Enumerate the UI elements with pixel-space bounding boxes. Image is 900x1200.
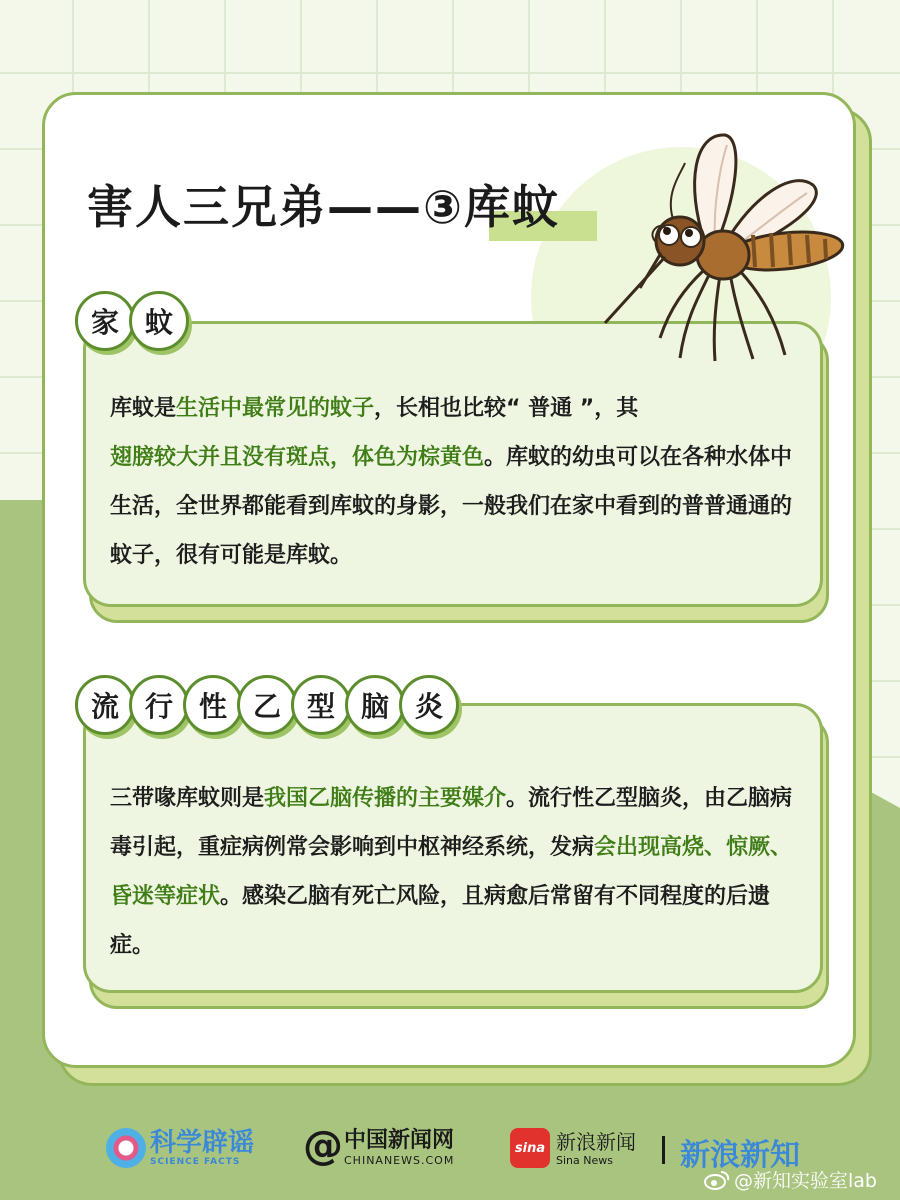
weibo-icon [704, 1169, 730, 1191]
heading-char: 蚊 [129, 291, 189, 351]
heading-char: 流 [75, 675, 135, 735]
mosquito-illustration [585, 123, 856, 363]
chinanews-logo-sub: CHINANEWS.COM [344, 1153, 455, 1167]
section2-text-1: 我国乙脑传播的主要媒介 [264, 786, 507, 811]
sina-eye-icon: sina [510, 1128, 550, 1168]
section2-text-0: 三带喙库蚊则是 [110, 786, 265, 811]
section1-box [83, 321, 823, 607]
heading-char: 炎 [399, 675, 459, 735]
weibo-watermark [704, 1166, 877, 1193]
section1-text-2: ，长相也比较“ 普通 ”，其 [374, 396, 639, 421]
kexue-logo-sub: SCIENCE FACTS [150, 1157, 241, 1167]
sina-logo-text: 新浪新闻 [556, 1129, 636, 1154]
heading-char: 家 [75, 291, 135, 351]
heading-char: 脑 [345, 675, 405, 735]
page-title: 害人三兄弟——③库蚊 [87, 180, 560, 234]
logo-separator [662, 1136, 665, 1164]
kexue-piyao-logo [106, 1128, 254, 1168]
heading-char: 行 [129, 675, 189, 735]
section1-text-1: 生活中最常见的蚊子 [176, 396, 375, 421]
heading-char: 性 [183, 675, 243, 735]
section2-box [83, 703, 823, 993]
kexue-logo-text: 科学辟谣 [150, 1128, 255, 1158]
chinanews-logo-text: 中国新闻网 [344, 1127, 455, 1153]
section1-heading [75, 291, 183, 351]
at-sign-icon: @ [303, 1123, 343, 1169]
section2-text-4: 。感染乙脑有死亡风险，且病愈后常留有不同程度的后遗症。 [110, 884, 771, 958]
section1-text-4: 。库蚊的幼虫可以在各种水体中生活，全世界都能看到库蚊的身影，一般我们在家中看到的普普通通的蚊子，很有可能是库蚊。 [110, 445, 793, 568]
section1-text-0: 库蚊是 [110, 396, 177, 421]
sina-news-logo [510, 1128, 636, 1168]
footer-logos [0, 1118, 900, 1200]
section2-text-2: 。流行性乙型脑炎，由乙脑病毒引起，重症病例常会影响到中枢神经系统，发病 [110, 786, 793, 860]
sina-logo-sub: Sina News [556, 1153, 613, 1167]
section2-paragraph [110, 774, 802, 970]
heading-char: 乙 [237, 675, 297, 735]
mosquito-head [605, 163, 704, 323]
section1-paragraph [110, 384, 802, 580]
section1-text-3: 翅膀较大并且没有斑点，体色为棕黄色 [110, 445, 485, 470]
heading-char: 型 [291, 675, 351, 735]
chinanews-logo [302, 1123, 455, 1169]
main-card [42, 92, 856, 1068]
xinlang-xinzhi-logo: 新浪新知 [680, 1138, 800, 1173]
mosquito-legs [660, 271, 785, 361]
kexue-swirl-icon [106, 1128, 146, 1168]
section2-text-3: 会出现高烧、惊厥、昏迷等症状 [110, 835, 793, 909]
section2-heading [75, 675, 453, 735]
weibo-handle: @新知实验室lab [734, 1170, 877, 1192]
